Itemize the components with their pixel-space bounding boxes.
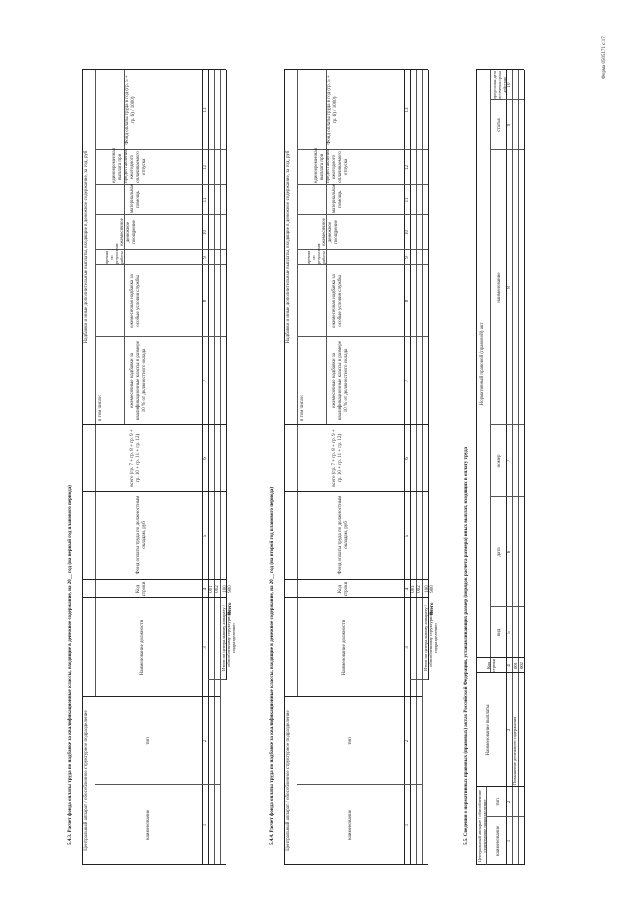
s544-total-label: Всего [430,602,435,615]
s544-col12: единовременная выплата при предоставлении ежегодного оплачиваемого отпуска [314,148,349,183]
s543-num-13: 13 [203,107,208,113]
s544-num-4: 4 [405,587,410,591]
s55-col-payment: Наименование выплаты [486,704,491,756]
s543-col12: единовременная выплата при предоставлении ежегодного оплачиваемого отпуска [112,148,147,183]
s544-num-6: 6 [405,457,410,460]
s543-col-position: Наименование должности [140,619,145,676]
s544-col-fund: Фонд оплаты труда по должностным окладам, руб [338,495,349,575]
s55-num-9: 9 [507,123,512,127]
s544-col-type: тип [348,737,353,745]
s55-row-code-001: 001 [513,662,518,669]
s543-num-8: 8 [203,299,208,303]
s55-num-1: 1 [507,839,512,843]
s543-num-7: 7 [203,379,208,383]
s543-row-code-002: 002 [215,585,220,593]
s55-col-article: статья [497,118,502,132]
s544-group-header: Надбавки и иные дополнительные выплаты, входящие в денежное содержание, за год, руб [286,150,291,344]
s544-col-name: наименование [348,809,353,841]
s544-col10: ежемесячное денежное поощрение [322,218,339,246]
s544-row-code-001: 001 [411,585,416,593]
s55-unit-header: Центральный аппарат / обособленное структурное подразделение [477,789,487,863]
s543-col-total: всего (гр. 7 + гр. 8 + гр. 9 + гр. 10 + гр. 11 + гр. 12) [130,429,141,487]
s544-unit-header: Центральный аппарат / обособленное структурное подразделение [286,710,291,851]
s544-row-code-002: 002 [417,585,422,593]
section-544-title: 5.4.4. Расчет фонда оплаты труда по надбавке за квалификационные классы, входящие в денежное содержание, на 20__ год (на второй год планового периода) [270,486,275,845]
s544-num-5: 5 [405,534,410,538]
s55-col-expiry: предельная дата истечения срока действия [492,71,507,99]
s544-num-11: 11 [405,197,410,203]
s544-num-12: 12 [405,165,410,170]
s543-col-fund: Фонд оплаты труда по должностным окладам, руб [136,495,147,575]
s55-row-label: Повышение денежного содержания [512,716,517,785]
section-543-title: 5.4.3. Расчет фонда оплаты труда по надбавке за квалификационные классы, входящие в денежное содержание, на 20__ год (на первый год планового периода) [68,485,73,845]
s544-col9: премии по результатам работы [306,243,326,264]
s544-num-9: 9 [405,256,410,259]
s544-subtotal-label: Итого по центральному аппарату / обособленному структурному подразделению [423,605,438,671]
s55-col-number: номер [497,454,502,468]
s544-col-position: Наименование должности [342,619,347,676]
s543-col-type: тип [146,737,151,745]
s543-unit-header: Центральный аппарат / обособленное структурное подразделение [84,710,89,851]
s543-row-code-001: 001 [209,585,214,593]
s543-num-1: 1 [203,823,208,827]
s55-col-name: наименование [496,825,501,857]
s55-col-date: дата [497,547,502,557]
s544-num-1: 1 [405,823,410,827]
s55-num-10: 10 [507,82,512,88]
s543-incl: в том числе: [98,394,103,421]
s55-act-header: Нормативный правовой (правовой) акт [480,322,485,406]
s55-col-type: тип [496,798,501,806]
s544-col8: ежемесячная надбавка за особые условия службы [332,274,343,328]
s55-col-kind: вид [497,628,502,637]
section-55-title: 5.5. Сведения о нормативных правовых (правовых) актах Российской Федерации, устанавливающих размер (порядок расчета размера) иных выплат, входящих в оплату труда [464,446,469,845]
s544-num-7: 7 [405,379,410,383]
s544-col7: ежемесячные надбавки за квалификационные классы в размере 10 % от должностного оклада [332,340,349,421]
s544-col-code: Код строки [338,581,349,597]
s544-total-code: 900 [430,585,435,593]
s543-num-2: 2 [203,739,208,743]
s55-num-6: 6 [507,550,512,554]
s543-col8: ежемесячная надбавка за особые условия службы [130,274,141,328]
s543-col-code: Код строки [136,581,147,597]
s55-col-act-name: наименование [497,272,502,303]
s543-num-6: 6 [203,457,208,460]
s543-num-11: 11 [203,197,208,203]
s544-col-total: всего (гр. 7 + гр. 8 + гр. 9 + гр. 10 + гр. 11 + гр. 12) [332,429,343,487]
s543-col-name: наименование [146,809,151,841]
s544-num-13: 13 [405,107,410,113]
s544-num-2: 2 [405,739,410,743]
s543-num-9: 9 [203,256,208,259]
s543-total-code: 900 [228,585,233,593]
s55-num-8: 8 [507,286,512,289]
s544-num-10: 10 [405,230,410,235]
s544-subtotal-code: 100 [425,585,430,593]
s544-col13: Фонд оплаты труда в год (гр. 5 + гр. 6) / 1000) [327,75,338,145]
s543-group-header: Надбавки и иные дополнительные выплаты, входящие в денежное содержание, за год, руб [84,150,89,344]
s543-col9: премии по результатам работы [104,243,124,264]
s544-incl: в том числе: [300,394,305,421]
s543-subtotal-code: 100 [223,585,228,593]
s543-col10: ежемесячное денежное поощрение [120,218,137,246]
s543-num-10: 10 [203,230,208,235]
s544-num-3: 3 [405,646,410,649]
s543-num-12: 12 [203,165,208,170]
s543-col13: Фонд оплаты труда в год (гр. 5 + гр. 6) / 1000) [125,75,136,145]
s543-num-5: 5 [203,534,208,538]
form-code: Форма 0505171 с.17 [602,36,607,79]
s543-col11: материальная помощь [130,183,141,213]
s55-num-3: 3 [507,728,512,732]
s55-col-code: Код строки [486,658,496,673]
s55-row-code-002: 002 [519,662,524,669]
s55-num-2: 2 [507,800,512,804]
s543-num-4: 4 [203,587,208,591]
s544-num-8: 8 [405,299,410,303]
s543-num-3: 3 [203,646,208,649]
s544-col11: материальная помощь [332,183,343,213]
s543-subtotal-label: Итого по центральному аппарату / обособленному структурному подразделению [221,605,236,671]
s543-total-label: Всего [228,602,233,615]
s55-num-4: 4 [507,664,512,667]
s543-col7: ежемесячные надбавки за квалификационные классы в размере 10 % от должностного оклада [130,340,147,421]
s55-num-5: 5 [507,631,512,634]
s55-num-7: 7 [507,459,512,463]
